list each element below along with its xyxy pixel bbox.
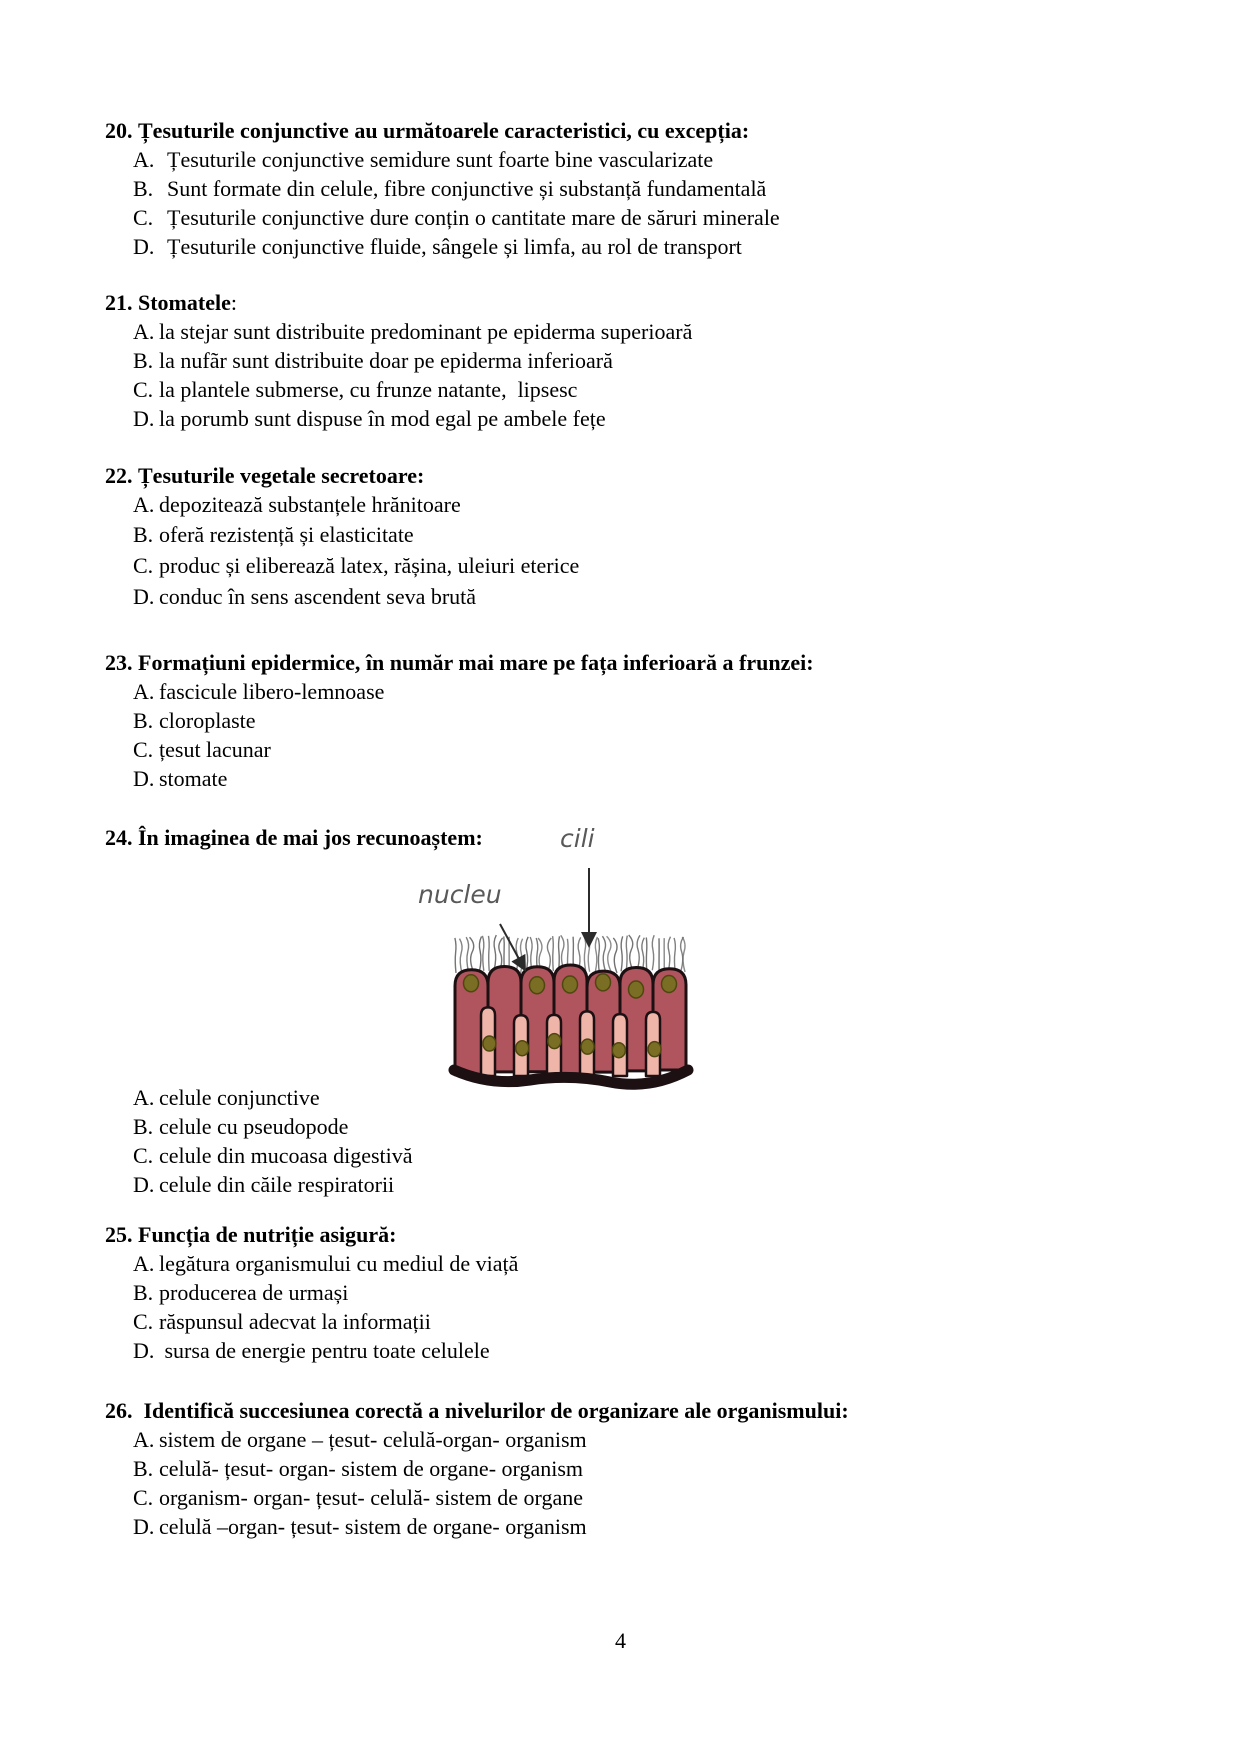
option-text: sistem de organe – țesut- celulă-organ- organism bbox=[159, 1427, 587, 1452]
option-letter: B. bbox=[133, 1280, 154, 1305]
option-letter: B. bbox=[133, 522, 154, 547]
option-text: celulă- țesut- organ- sistem de organe- organism bbox=[159, 1456, 583, 1481]
question-21-number: 21. bbox=[105, 290, 133, 315]
question-20-number: 20. bbox=[105, 118, 133, 143]
option-letter: B. bbox=[133, 1114, 154, 1139]
option-letter: A. bbox=[133, 679, 155, 704]
option-letter: D. bbox=[133, 406, 155, 431]
option-letter: C. bbox=[133, 553, 154, 578]
option-letter: D. bbox=[133, 234, 155, 259]
question-24-option-a bbox=[105, 1083, 1215, 1112]
question-25-option-a bbox=[105, 1249, 1215, 1278]
question-21 bbox=[105, 288, 1215, 433]
option-letter: A. bbox=[133, 1427, 155, 1452]
option-letter: B. bbox=[133, 176, 154, 201]
question-22-option-a bbox=[105, 490, 1215, 520]
question-20-title-text: Țesuturile conjunctive au următoarele caracteristici, cu excepția: bbox=[138, 118, 750, 143]
option-text: celule din căile respiratorii bbox=[159, 1172, 395, 1197]
page-number: 4 bbox=[615, 1628, 626, 1653]
option-letter: A. bbox=[133, 492, 155, 517]
question-25 bbox=[105, 1220, 1215, 1365]
option-text: celule conjunctive bbox=[159, 1085, 320, 1110]
question-26-number: 26. bbox=[105, 1398, 133, 1423]
figure-label-nucleu: nucleu bbox=[418, 880, 502, 909]
option-text: stomate bbox=[159, 766, 228, 791]
question-21-option-d bbox=[105, 404, 1215, 433]
question-24-options bbox=[105, 1083, 1215, 1199]
option-letter: C. bbox=[133, 1143, 154, 1168]
question-26-option-d bbox=[105, 1512, 1215, 1541]
option-text: la plantele submerse, cu frunze natante, lipsesc bbox=[159, 377, 578, 402]
question-22-title bbox=[105, 461, 1215, 490]
question-21-title-text: Stomatele bbox=[138, 290, 231, 315]
question-20-option-c bbox=[105, 203, 1215, 232]
option-letter: B. bbox=[133, 348, 154, 373]
option-letter: A. bbox=[133, 319, 155, 344]
question-22-number: 22. bbox=[105, 463, 133, 488]
question-22-option-c bbox=[105, 550, 1215, 581]
question-22-option-d bbox=[105, 581, 1215, 612]
option-text: producerea de urmași bbox=[159, 1280, 349, 1305]
option-text: conduc în sens ascendent seva brută bbox=[159, 584, 477, 609]
option-letter: A. bbox=[133, 1251, 155, 1276]
question-24-option-d bbox=[105, 1170, 1215, 1199]
option-text: țesut lacunar bbox=[159, 737, 271, 762]
question-20-option-b bbox=[105, 174, 1215, 203]
question-23-title-text: Formațiuni epidermice, în număr mai mare pe fața inferioară a frunzei: bbox=[138, 650, 814, 675]
question-22-title-text: Țesuturile vegetale secretoare: bbox=[138, 463, 425, 488]
question-22-option-b bbox=[105, 520, 1215, 550]
question-23-title bbox=[105, 648, 1215, 677]
option-letter: C. bbox=[133, 737, 154, 762]
option-text: legătura organismului cu mediul de viață bbox=[159, 1251, 519, 1276]
question-26-title-text: Identifică succesiunea corectă a nivelurilor de organizare ale organismului: bbox=[138, 1398, 849, 1423]
question-23 bbox=[105, 648, 1215, 793]
option-letter: B. bbox=[133, 708, 154, 733]
epithelium-illustration bbox=[400, 818, 720, 1108]
option-text: organism- organ- țesut- celulă- sistem de organe bbox=[159, 1485, 583, 1510]
question-21-title bbox=[105, 288, 1215, 317]
option-letter: D. bbox=[133, 1338, 155, 1363]
question-25-title-text: Funcția de nutriție asigură: bbox=[138, 1222, 397, 1247]
option-letter: C. bbox=[133, 377, 154, 402]
question-23-number: 23. bbox=[105, 650, 133, 675]
option-letter: C. bbox=[133, 205, 154, 230]
option-text: fascicule libero-lemnoase bbox=[159, 679, 385, 704]
question-25-title bbox=[105, 1220, 1215, 1249]
question-26-option-c bbox=[105, 1483, 1215, 1512]
option-text: la nufãr sunt distribuite doar pe epiderma inferioară bbox=[159, 348, 613, 373]
question-25-number: 25. bbox=[105, 1222, 133, 1247]
question-20-option-d bbox=[105, 232, 1215, 261]
option-text: depozitează substanțele hrănitoare bbox=[159, 492, 461, 517]
option-text: produc și eliberează latex, rășina, uleiuri eterice bbox=[159, 553, 580, 578]
epithelium-figure bbox=[400, 818, 720, 1108]
option-letter: C. bbox=[133, 1309, 154, 1334]
question-23-option-b bbox=[105, 706, 1215, 735]
option-letter: A. bbox=[133, 1085, 155, 1110]
question-26-option-a bbox=[105, 1425, 1215, 1454]
question-25-option-c bbox=[105, 1307, 1215, 1336]
question-23-option-c bbox=[105, 735, 1215, 764]
question-20 bbox=[105, 116, 1215, 261]
question-23-option-d bbox=[105, 764, 1215, 793]
question-24-option-c bbox=[105, 1141, 1215, 1170]
figure-label-cili: cili bbox=[560, 824, 595, 853]
question-24-title-text: În imaginea de mai jos recunoaștem: bbox=[138, 825, 483, 850]
option-text: celulă –organ- țesut- sistem de organe- organism bbox=[159, 1514, 587, 1539]
question-26-title bbox=[105, 1396, 1215, 1425]
question-25-option-b bbox=[105, 1278, 1215, 1307]
option-text: Sunt formate din celule, fibre conjunctive și substanță fundamentală bbox=[167, 176, 767, 201]
option-letter: A. bbox=[133, 147, 155, 172]
question-26-option-b bbox=[105, 1454, 1215, 1483]
question-21-title-suffix: : bbox=[230, 290, 237, 315]
question-21-option-c bbox=[105, 375, 1215, 404]
question-26 bbox=[105, 1396, 1215, 1541]
option-text: cloroplaste bbox=[159, 708, 256, 733]
option-text: Țesuturile conjunctive fluide, sângele și limfa, au rol de transport bbox=[167, 234, 742, 259]
question-23-option-a bbox=[105, 677, 1215, 706]
question-24-option-b bbox=[105, 1112, 1215, 1141]
option-text: la porumb sunt dispuse în mod egal pe ambele fețe bbox=[159, 406, 606, 431]
question-24-number: 24. bbox=[105, 825, 133, 850]
option-text: răspunsul adecvat la informații bbox=[159, 1309, 431, 1334]
option-letter: D. bbox=[133, 766, 155, 791]
option-text: Țesuturile conjunctive dure conțin o cantitate mare de săruri minerale bbox=[167, 205, 780, 230]
option-letter: B. bbox=[133, 1456, 154, 1481]
question-20-option-a bbox=[105, 145, 1215, 174]
question-21-option-a bbox=[105, 317, 1215, 346]
option-text: celule cu pseudopode bbox=[159, 1114, 349, 1139]
question-25-option-d bbox=[105, 1336, 1215, 1365]
question-20-title bbox=[105, 116, 1215, 145]
option-text: la stejar sunt distribuite predominant pe epiderma superioară bbox=[159, 319, 693, 344]
option-letter: D. bbox=[133, 1514, 155, 1539]
option-letter: D. bbox=[133, 584, 155, 609]
option-text: sursa de energie pentru toate celulele bbox=[159, 1338, 490, 1363]
question-22 bbox=[105, 461, 1215, 612]
option-text: celule din mucoasa digestivă bbox=[159, 1143, 413, 1168]
question-21-option-b bbox=[105, 346, 1215, 375]
option-text: Țesuturile conjunctive semidure sunt foarte bine vascularizate bbox=[167, 147, 714, 172]
option-text: oferă rezistență și elasticitate bbox=[159, 522, 414, 547]
option-letter: C. bbox=[133, 1485, 154, 1510]
option-letter: D. bbox=[133, 1172, 155, 1197]
